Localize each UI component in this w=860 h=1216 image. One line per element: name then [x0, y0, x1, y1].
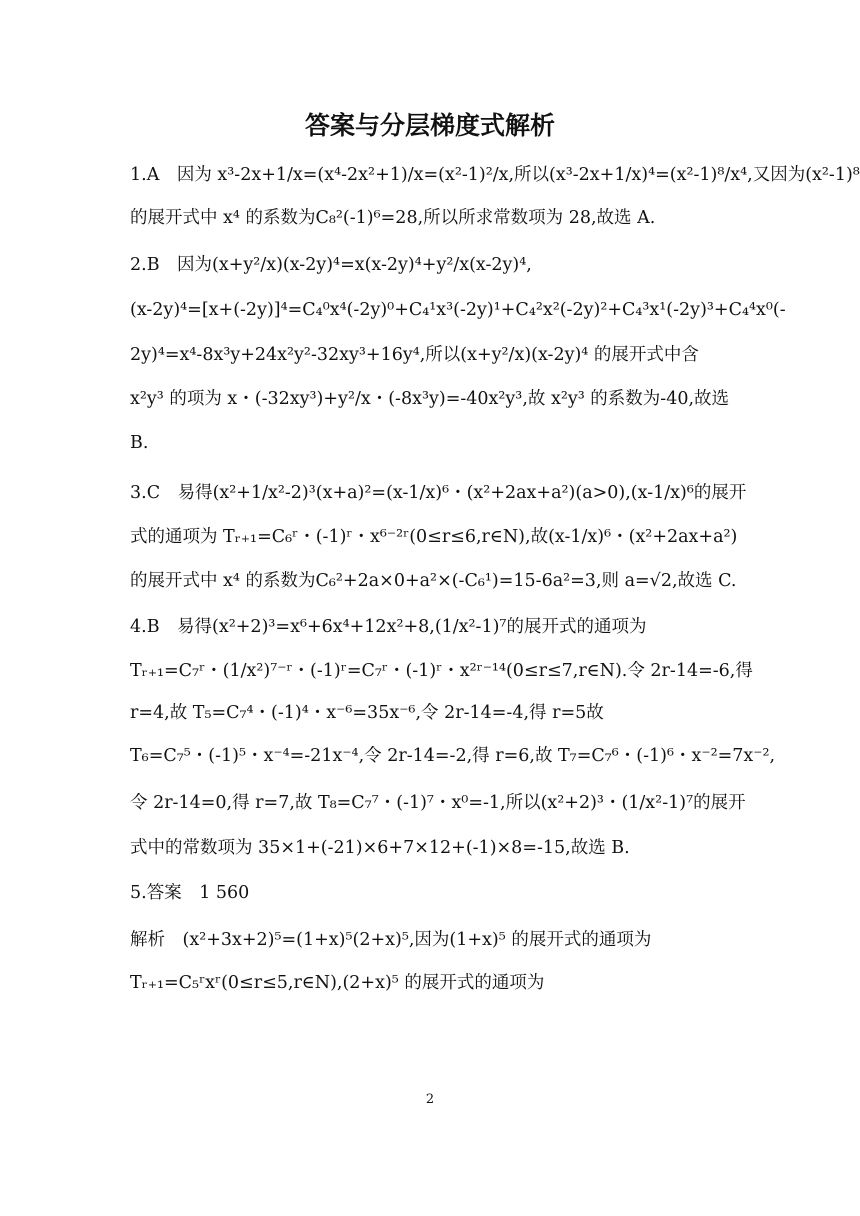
text-line: (x-2y)⁴=[x+(-2y)]⁴=C₄⁰x⁴(-2y)⁰+C₄¹x³(-2y)¹+C₄²x²(-2y)²+C₄³x¹(-2y)³+C₄⁴x⁰(-	[130, 300, 786, 320]
text-line: 4.B 易得(x²+2)³=x⁶+6x⁴+12x²+8,(1/x²-1)⁷的展开式的通项为	[130, 617, 647, 637]
page-title: 答案与分层梯度式解析	[304, 111, 555, 140]
page-number: 2	[425, 1092, 435, 1107]
analysis-line: 解析 (x²+3x+2)⁵=(1+x)⁵(2+x)⁵,因为(1+x)⁵ 的展开式的通项为	[130, 930, 652, 950]
text-line: 的展开式中 x⁴ 的系数为C₈²(-1)⁶=28,所以所求常数项为 28,故选 A.	[130, 208, 656, 228]
text-line: x²y³ 的项为 x・(-32xy³)+y²/x・(-8x³y)=-40x²y³,故 x²y³ 的系数为-40,故选	[130, 389, 730, 409]
text-line: T₆=C₇⁵・(-1)⁵・x⁻⁴=-21x⁻⁴,令 2r-14=-2,得 r=6,故 T₇=C₇⁶・(-1)⁶・x⁻²=7x⁻²,	[130, 746, 776, 766]
text-line: 令 2r-14=0,得 r=7,故 T₈=C₇⁷・(-1)⁷・x⁰=-1,所以(x²+2)³・(1/x²-1)⁷的展开	[130, 793, 746, 813]
text-line: 的展开式中 x⁴ 的系数为C₆²+2a×0+a²×(-C₆¹)=15-6a²=3,则 a=√2,故选 C.	[130, 571, 737, 591]
text-line: 2y)⁴=x⁴-8x³y+24x²y²-32xy³+16y⁴,所以(x+y²/x)(x-2y)⁴ 的展开式中含	[130, 345, 699, 365]
text-line: r=4,故 T₅=C₇⁴・(-1)⁴・x⁻⁶=35x⁻⁶,令 2r-14=-4,得 r=5故	[130, 703, 604, 723]
answer-line: 5.答案 1 560	[130, 883, 250, 903]
text-line: 式的通项为 Tᵣ₊₁=C₆ʳ・(-1)ʳ・x⁶⁻²ʳ(0≤r≤6,r∈N),故(x-1/x)⁶・(x²+2ax+a²)	[130, 527, 738, 547]
text-line: 2.B 因为(x+y²/x)(x-2y)⁴=x(x-2y)⁴+y²/x(x-2y)⁴,	[130, 255, 532, 275]
text-line: 3.C 易得(x²+1/x²-2)³(x+a)²=(x-1/x)⁶・(x²+2ax+a²)(a>0),(x-1/x)⁶的展开	[130, 483, 747, 503]
text-line: Tᵣ₊₁=C₅ʳxʳ(0≤r≤5,r∈N),(2+x)⁵ 的展开式的通项为	[130, 973, 545, 993]
text-line: B.	[130, 433, 149, 453]
text-line: 式中的常数项为 35×1+(-21)×6+7×12+(-1)×8=-15,故选 B.	[130, 838, 630, 858]
text-line: 1.A 因为 x³-2x+1/x=(x⁴-2x²+1)/x=(x²-1)²/x,所以(x³-2x+1/x)⁴=(x²-1)⁸/x⁴,又因为(x²-1)⁸	[130, 165, 860, 185]
text-line: Tᵣ₊₁=C₇ʳ・(1/x²)⁷⁻ʳ・(-1)ʳ=C₇ʳ・(-1)ʳ・x²ʳ⁻¹⁴(0≤r≤7,r∈N).令 2r-14=-6,得	[130, 661, 753, 681]
